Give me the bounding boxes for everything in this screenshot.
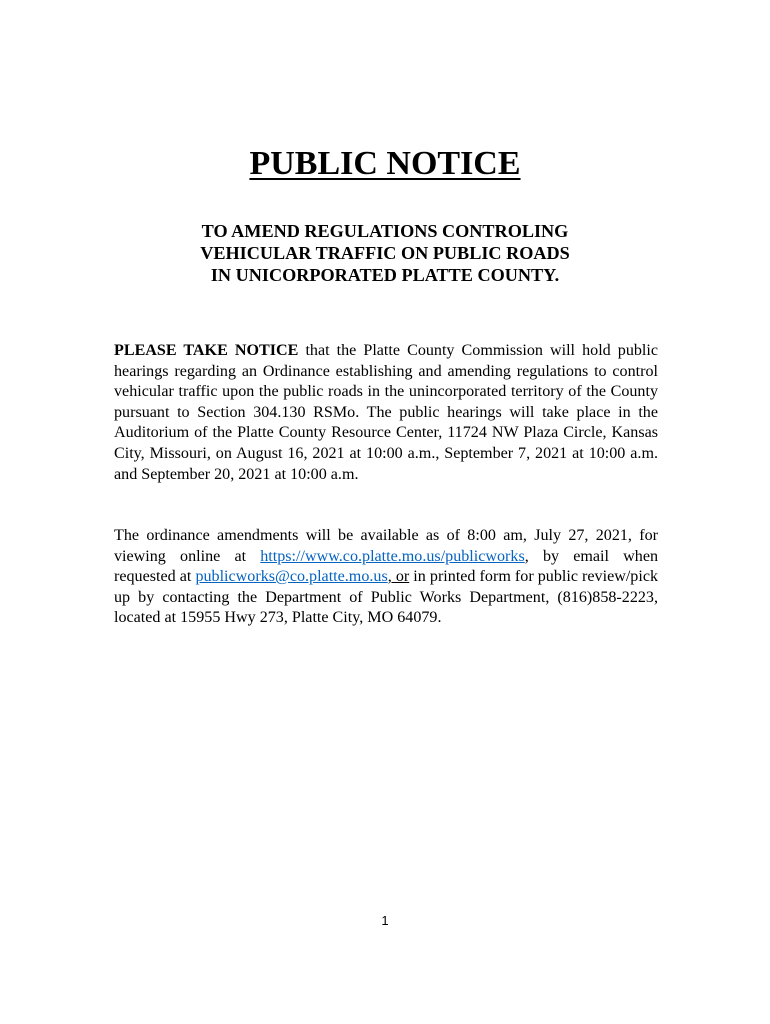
page-number: 1 — [381, 913, 389, 928]
subtitle-line: VEHICULAR TRAFFIC ON PUBLIC ROADS — [200, 243, 570, 263]
printed-form-text: in printed form for public review/pick up by contacting the Department of Public Works Department, (816)858-2223, located at 15955 Hwy 273, Platte City, MO 64079. — [114, 568, 659, 627]
page-title: PUBLIC NOTICE — [249, 145, 521, 182]
please-take-notice-lead: PLEASE TAKE NOTICE — [114, 342, 299, 359]
notice-subtitle — [0, 220, 770, 286]
hearing-details-text: that the Platte County Commission will hold public hearings regarding an Ordinance establishing and amending regulations to control vehicular traffic upon the public roads in the unincorporated territory of the County pursuant to Section 304.130 RSMo. The public hearings will take place in the Auditorium of the Platte County Resource Center, 11724 NW Plaza Circle, Kansas City, Missouri, on August 16, 2021 at 10:00 a.m., September 7, 2021 at 10:00 a.m. and September 20, 2021 at 10:00 a.m. — [114, 342, 659, 483]
underlined-or-text: , or — [387, 568, 410, 586]
availability-paragraph — [114, 526, 658, 629]
subtitle-line: IN UNICORPORATED PLATTE COUNTY. — [210, 265, 560, 285]
hearing-notice-paragraph — [114, 341, 658, 485]
availability-text: The ordinance amendments will be available as of 8:00 am, July 27, 2021, for viewing online at — [114, 527, 658, 565]
subtitle-line: TO AMEND REGULATIONS CONTROLING — [201, 221, 569, 241]
website-link[interactable]: https://www.co.platte.mo.us/publicworks — [260, 547, 525, 565]
email-link[interactable]: publicworks@co.platte.mo.us — [195, 568, 388, 586]
email-request-text: , by email when requested at — [114, 547, 659, 586]
